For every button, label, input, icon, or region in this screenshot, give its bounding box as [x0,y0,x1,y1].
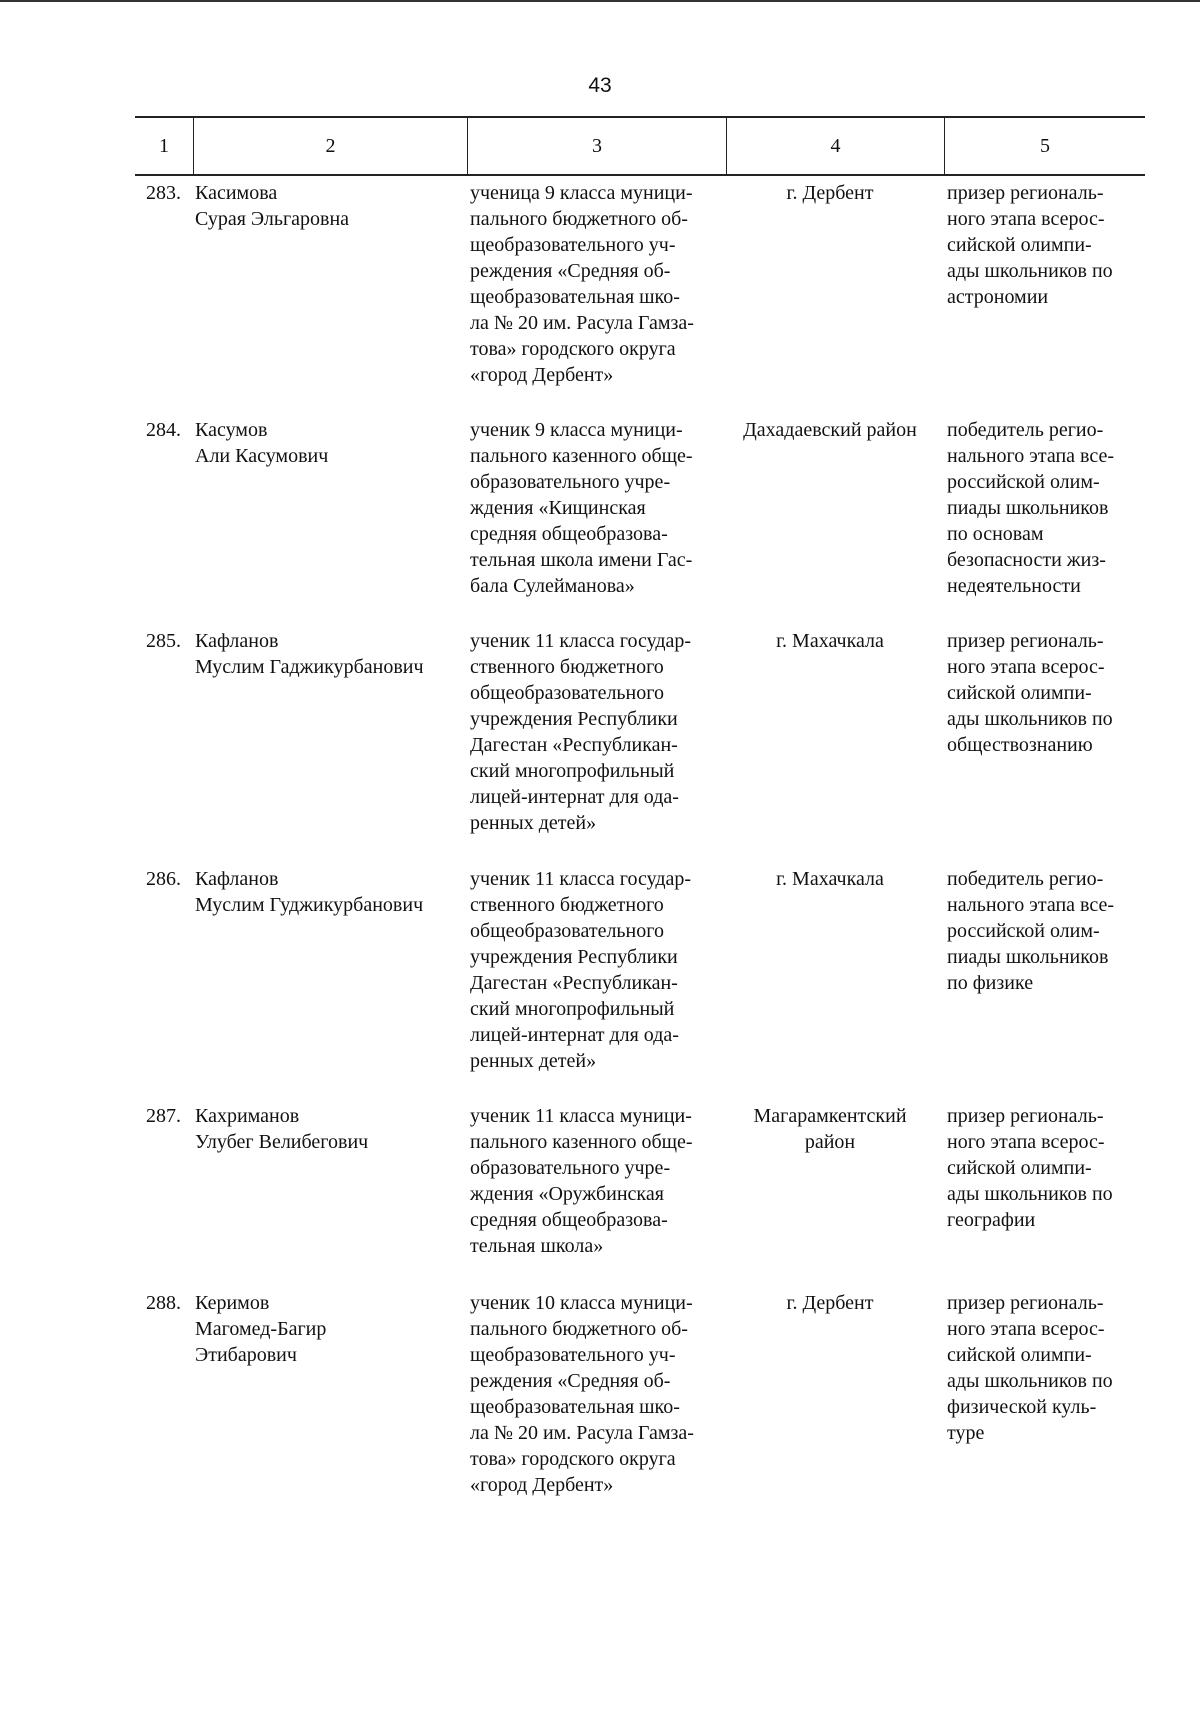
school-description [470,417,715,599]
olympiad-status [947,866,1137,996]
school-description-line: ский многопрофильный [470,998,675,1020]
olympiad-status-line: пиады школьников [947,946,1109,968]
locality [725,628,935,654]
olympiad-status-line: сийской олимпи- [947,682,1092,704]
person-name [195,1103,465,1155]
top-border-line [0,0,1200,2]
locality-line: г. Дербент [786,182,874,204]
person-name-line: Сурая Эльгаровна [195,208,350,230]
olympiad-status-line: нального этапа все- [947,894,1115,916]
school-description-line: общеобразовательного [470,682,664,704]
row-number: 283. [146,182,181,204]
row-number: 286. [146,868,181,890]
olympiad-status-line: победитель регио- [947,868,1104,890]
locality-line: Магарамкентский [753,1105,907,1127]
school-description-line: ученица 9 класса муници- [470,182,693,204]
person-name [195,866,465,918]
olympiad-status-line: ного этапа всерос- [947,208,1105,230]
olympiad-status [947,1290,1137,1446]
olympiad-status-line: туре [947,1422,985,1444]
school-description-line: образовательного учре- [470,471,671,493]
olympiad-status-line: ного этапа всерос- [947,1131,1105,1153]
school-description-line: ученик 9 класса муници- [470,419,683,441]
school-description-line: щеобразовательная шко- [470,286,680,308]
header-col-1: 1 [159,134,169,157]
school-description-line: ственного бюджетного [470,894,664,916]
school-description-line: учреждения Республики [470,946,678,968]
person-name [195,417,465,469]
row-number: 284. [146,419,181,441]
school-description-line: реждения «Средняя об- [470,260,671,282]
locality-line: г. Дербент [786,1292,874,1314]
olympiad-status-line: ного этапа всерос- [947,656,1105,678]
person-name-line: Керимов [195,1292,270,1314]
school-description-line: общеобразовательного [470,920,664,942]
person-name-line: Али Касумович [195,445,329,467]
olympiad-status-line: ады школьников по [947,1370,1113,1392]
olympiad-status-line: ады школьников по [947,260,1113,282]
person-name-line: Кафланов [195,868,279,890]
page-number: 43 [588,74,612,97]
olympiad-status-line: победитель регио- [947,419,1104,441]
school-description-line: ученик 10 класса муници- [470,1292,693,1314]
school-description [470,1290,715,1498]
table-header [135,116,1145,176]
olympiad-status-line: недеятельности [947,575,1081,597]
locality [725,417,935,443]
school-description [470,866,715,1074]
school-description-line: пального казенного обще- [470,1131,693,1153]
olympiad-status-line: сийской олимпи- [947,1157,1092,1179]
school-description-line: пального бюджетного об- [470,1318,688,1340]
person-name-line: Кахриманов [195,1105,300,1127]
olympiad-status-line: призер региональ- [947,630,1104,652]
person-name-line: Касумов [195,419,268,441]
olympiad-status-line: по физике [947,972,1034,994]
olympiad-status-line: российской олим- [947,471,1100,493]
header-col-2: 2 [193,118,467,174]
school-description-line: щеобразовательного уч- [470,1344,676,1366]
olympiad-status [947,628,1137,758]
school-description-line: ждения «Оружбинская [470,1183,664,1205]
school-description-line: пального казенного обще- [470,445,693,467]
header-col-5: 5 [944,118,1145,174]
locality [725,1103,935,1155]
locality [725,866,935,892]
locality-line: Дахадаевский район [743,419,917,441]
school-description-line: образовательного учре- [470,1157,671,1179]
person-name-line: Муслим Гуджикурбанович [195,894,424,916]
locality-line: г. Махачкала [776,868,884,890]
school-description-line: средняя общеобразова- [470,523,668,545]
person-name-line: Этибарович [195,1344,297,1366]
person-name-line: Муслим Гаджикурбанович [195,656,424,678]
header-col-3: 3 [467,118,726,174]
school-description-line: това» городского округа [470,1448,676,1470]
person-name-line: Улубег Велибегович [195,1131,369,1153]
header-col-4: 4 [726,118,944,174]
school-description [470,180,715,388]
person-name-line: Магомед-Багир [195,1318,327,1340]
locality-line: район [804,1131,856,1153]
school-description-line: ла № 20 им. Расула Гамза- [470,1422,694,1444]
school-description-line: ственного бюджетного [470,656,664,678]
person-name-line: Касимова [195,182,278,204]
school-description-line: ученик 11 класса муници- [470,1105,692,1127]
school-description-line: щеобразовательного уч- [470,234,676,256]
school-description-line: тельная школа» [470,1235,604,1257]
school-description-line: бала Сулейманова» [470,575,635,597]
school-description-line: «город Дербент» [470,364,614,386]
row-number: 288. [146,1292,181,1314]
olympiad-status-line: географии [947,1209,1036,1231]
school-description-line: това» городского округа [470,338,676,360]
person-name [195,628,465,680]
olympiad-status-line: по основам [947,523,1044,545]
school-description-line: лицей-интернат для ода- [470,1024,679,1046]
olympiad-status-line: астрономии [947,286,1049,308]
school-description-line: пального бюджетного об- [470,208,688,230]
olympiad-status [947,417,1137,599]
olympiad-status [947,180,1137,310]
olympiad-status-line: физической куль- [947,1396,1097,1418]
olympiad-status-line: сийской олимпи- [947,234,1092,256]
olympiad-status-line: безопасности жиз- [947,549,1106,571]
olympiad-status-line: обществознанию [947,734,1093,756]
school-description-line: ученик 11 класса государ- [470,868,692,890]
school-description-line: ученик 11 класса государ- [470,630,692,652]
person-name [195,180,465,232]
olympiad-status-line: сийской олимпи- [947,1344,1092,1366]
locality [725,180,935,206]
person-name-line: Кафланов [195,630,279,652]
olympiad-status-line: призер региональ- [947,1292,1104,1314]
school-description-line: средняя общеобразова- [470,1209,668,1231]
school-description-line: реждения «Средняя об- [470,1370,671,1392]
school-description-line: Дагестан «Республикан- [470,972,678,994]
school-description-line: «город Дербент» [470,1474,614,1496]
school-description [470,628,715,836]
olympiad-status-line: нального этапа все- [947,445,1115,467]
locality-line: г. Махачкала [776,630,884,652]
olympiad-status-line: призер региональ- [947,1105,1104,1127]
locality [725,1290,935,1316]
olympiad-status-line: призер региональ- [947,182,1104,204]
school-description [470,1103,715,1259]
school-description-line: ренных детей» [470,1050,597,1072]
olympiad-status-line: российской олим- [947,920,1100,942]
row-number: 287. [146,1105,181,1127]
olympiad-status-line: ного этапа всерос- [947,1318,1105,1340]
school-description-line: ла № 20 им. Расула Гамза- [470,312,694,334]
school-description-line: ский многопрофильный [470,760,675,782]
person-name [195,1290,465,1368]
school-description-line: учреждения Республики [470,708,678,730]
school-description-line: ждения «Кищинская [470,497,646,519]
olympiad-status-line: пиады школьников [947,497,1109,519]
row-number: 285. [146,630,181,652]
olympiad-status [947,1103,1137,1233]
school-description-line: лицей-интернат для ода- [470,786,679,808]
olympiad-status-line: ады школьников по [947,1183,1113,1205]
school-description-line: щеобразовательная шко- [470,1396,680,1418]
school-description-line: Дагестан «Республикан- [470,734,678,756]
school-description-line: ренных детей» [470,812,597,834]
olympiad-status-line: ады школьников по [947,708,1113,730]
school-description-line: тельная школа имени Гас- [470,549,693,571]
